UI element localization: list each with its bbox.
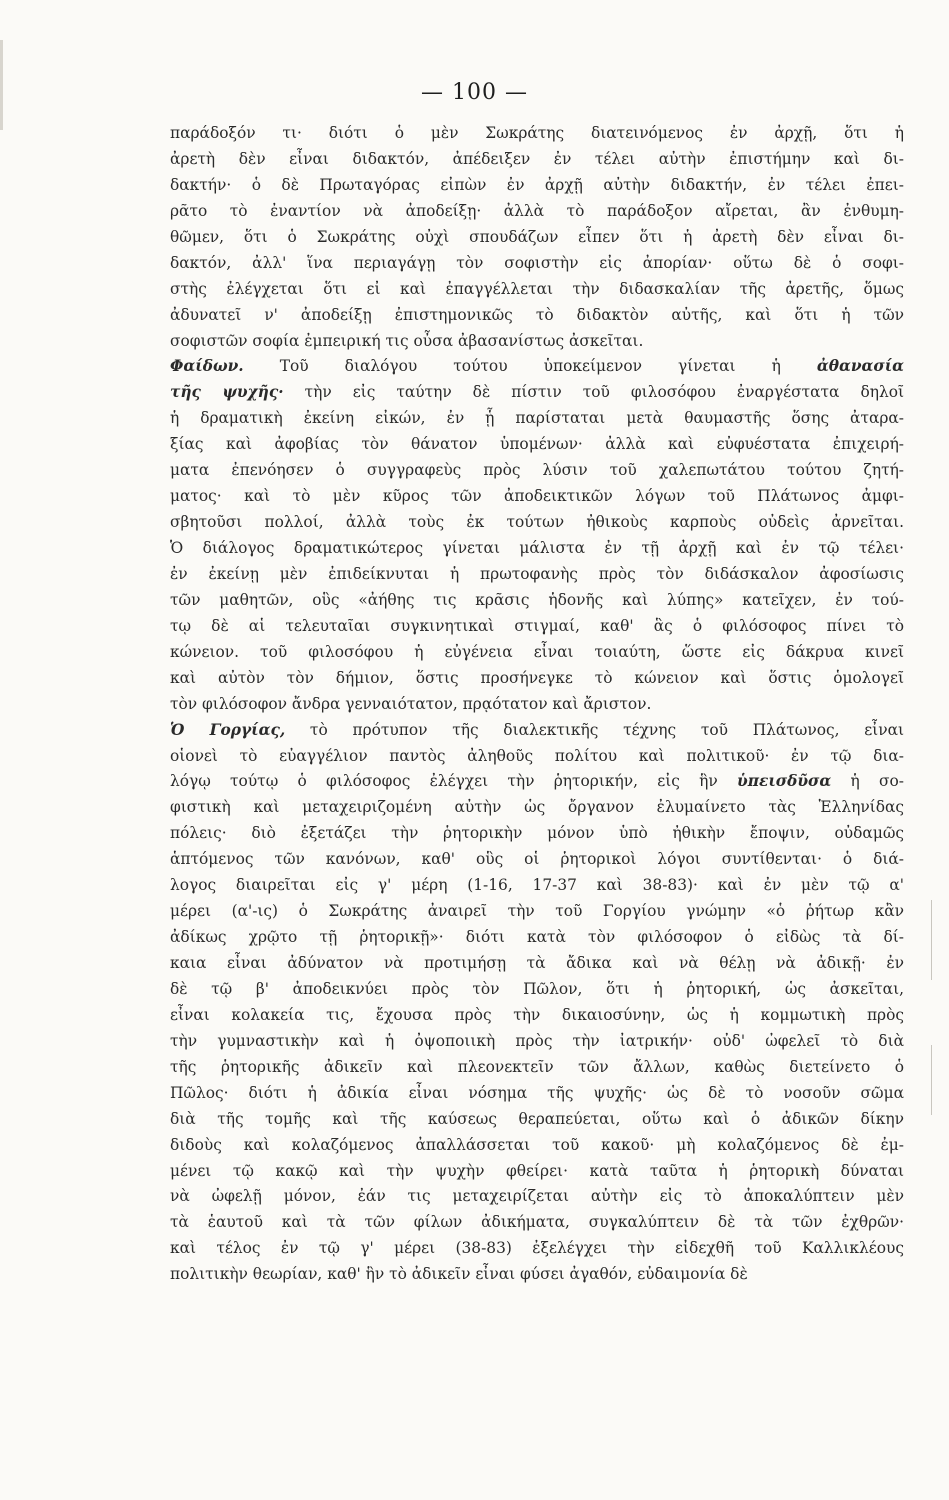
line-text: καὶ αὐτὸν τὸν δήμιον, ὅστις προσήνεγκε τὸ κώνειον καὶ ὅστις ὁμολογεῖ xyxy=(170,668,904,687)
emphasized-term: ἀθανασία xyxy=(816,357,904,376)
text-line xyxy=(170,432,904,458)
line-text: τὴν εἰς ταύτην δὲ πίστιν τοῦ φιλοσόφου ἐναργέστατα δηλοῖ xyxy=(283,383,904,402)
line-text: εἶναι κολακεία τις, ἔχουσα πρὸς τὴν δικαιοσύνην, ὡς ἡ κομμωτικὴ πρὸς xyxy=(170,1005,904,1024)
line-text: τῳ δὲ αἱ τελευταῖαι συγκινητικαὶ στιγμαί, καθ' ἃς ὁ φιλόσοφος πίνει τὸ xyxy=(170,616,904,635)
margin-mark xyxy=(931,1045,932,1115)
line-text: ἡ σο- xyxy=(831,772,904,791)
line-text: καια εἶναι ἀδύνατον νὰ προτιμήσῃ τὰ ἄδικα καὶ νὰ θέλῃ νὰ ἀδικῇ· ἐν xyxy=(170,954,904,972)
text-line xyxy=(170,873,904,899)
line-text: θῶμεν, ὅτι ὁ Σωκράτης οὐχὶ σπουδάζων εἶπεν ὅτι ἡ ἀρετὴ δὲν εἶναι δι- xyxy=(170,227,904,246)
line-text: ρᾶτο τὸ ἐναντίον νὰ ἀποδείξῃ· ἀλλὰ τὸ παράδοξον αἴρεται, ἂν ἐνθυμη- xyxy=(170,201,904,220)
text-line xyxy=(170,1262,904,1288)
line-text: ματα ἐπενόησεν ὁ συγγραφεὺς πρὸς λύσιν τοῦ χαλεπωτάτου τούτου ζητή- xyxy=(170,461,904,480)
line-text: τὸ πρότυπον τῆς διαλεκτικῆς τέχνης τοῦ Πλάτωνος, εἶναι xyxy=(285,720,904,739)
line-text: λογος διαιρεῖται εἰς γ' μέρη (1-16, 17-37 καὶ 38-83)· καὶ ἐν μὲν τῷ α' xyxy=(170,876,904,895)
page-number: — 100 — xyxy=(421,80,528,105)
emphasized-term: Φαίδων. xyxy=(170,357,244,376)
line-text: δακτήν· ὁ δὲ Πρωταγόρας εἰπὼν ἐν ἀρχῇ αὐτὴν διδακτήν, ἐν τέλει ἐπει- xyxy=(170,175,904,194)
line-text: καὶ τέλος ἐν τῷ γ' μέρει (38-83) ἐξελέγχει τὴν εἰδεχθῆ τοῦ Καλλικλέους xyxy=(170,1239,904,1258)
text-line xyxy=(170,795,904,821)
line-text: σοφιστῶν σοφία ἐμπειρική τις οὖσα ἀβασανίστως ἀσκεῖται. xyxy=(170,331,644,350)
emphasized-term: τῆς ψυχῆς· xyxy=(170,383,284,402)
text-line xyxy=(170,821,904,847)
line-text: ματος· καὶ τὸ μὲν κῦρος τῶν ἀποδεικτικῶν λόγων τοῦ Πλάτωνος ἀμφι- xyxy=(170,487,904,506)
text-line xyxy=(170,1003,904,1029)
text-line xyxy=(170,1029,904,1055)
text-line xyxy=(170,640,904,666)
line-text: ἡ δραματικὴ ἐκείνη εἰκών, ἐν ᾗ παρίσταται μετὰ θαυμαστῆς ὅσης ἀταρα- xyxy=(170,409,904,428)
line-text: φιστικὴ καὶ μεταχειριζομένη αὐτὴν ὡς ὄργανον ἐλυμαίνετο τὰς Ἑλληνίδας xyxy=(170,798,904,817)
text-line xyxy=(170,354,904,380)
text-line xyxy=(170,147,904,173)
line-text: τὰ ἑαυτοῦ καὶ τὰ τῶν φίλων ἀδικήματα, συγκαλύπτειν δὲ τὰ τῶν ἐχθρῶν· xyxy=(170,1213,904,1232)
line-text: ξίας καὶ ἀφοβίας τὸν θάνατον ὑπομένων· ἀλλὰ καὶ εὐφυέστατα ἐπιχειρή- xyxy=(170,435,904,454)
text-line xyxy=(170,484,904,510)
line-text: τῶν μαθητῶν, οὓς «ἀήθης τις κρᾶσις ἡδονῆς καὶ λύπης» κατεῖχεν, ἐν τού- xyxy=(170,590,904,609)
text-line xyxy=(170,899,904,925)
line-text: στὴς ἐλέγχεται ὅτι εἰ καὶ ἐπαγγέλλεται τὴν διδασκαλίαν τῆς ἀρετῆς, ὅμως xyxy=(170,279,904,298)
margin-mark xyxy=(931,900,932,980)
line-text: Πῶλος· διότι ἡ ἀδικία εἶναι νόσημα τῆς ψυχῆς· ὡς δὲ τὸ νοσοῦν σῶμα xyxy=(170,1083,904,1102)
line-text: λόγῳ τούτῳ ὁ φιλόσοφος ἐλέγχει τὴν ῥητορικήν, εἰς ἣν xyxy=(170,772,738,791)
text-line xyxy=(170,329,904,355)
line-text: τὸν φιλόσοφον ἄνδρα γενναιότατον, πρᾳότατον καὶ ἄριστον. xyxy=(170,694,652,713)
line-text: ἀδυνατεῖ ν' ἀποδείξῃ ἐπιστημονικῶς τὸ διδακτὸν αὐτῆς, καὶ ὅτι ἡ τῶν xyxy=(170,305,904,324)
emphasized-term: ὑπεισδῦσα xyxy=(737,772,832,791)
text-line xyxy=(170,1055,904,1081)
text-line xyxy=(170,277,904,303)
line-text: πόλεις· διὸ ἐξετάζει τὴν ῥητορικὴν μόνον ὑπὸ ἠθικὴν ἔποψιν, οὐδαμῶς xyxy=(170,824,904,843)
line-text: ἁπτόμενος τῶν κανόνων, καθ' οὓς οἱ ῥητορικοὶ λόγοι συντίθενται· ὁ διά- xyxy=(170,850,904,869)
line-text: Τοῦ διαλόγου τούτου ὑποκείμενον γίνεται ἡ xyxy=(243,357,817,376)
text-line xyxy=(170,510,904,536)
text-line xyxy=(170,666,904,692)
text-line xyxy=(170,1133,904,1159)
line-text: νὰ ὠφελῇ μόνον, ἐάν τις μεταχειρίζεται αὐτὴν εἰς τὸ ἀποκαλύπτειν μὲν xyxy=(170,1187,904,1206)
text-line xyxy=(170,562,904,588)
text-line xyxy=(170,614,904,640)
text-line xyxy=(170,1107,904,1133)
text-line xyxy=(170,251,904,277)
text-line xyxy=(170,847,904,873)
line-text: δὲ τῷ β' ἀποδεικνύει πρὸς τὸν Πῶλον, ὅτι ἡ ῥητορική, ὡς ἀσκεῖται, xyxy=(170,979,904,998)
line-text: μέρει (α'-ις) ὁ Σωκράτης ἀναιρεῖ τὴν τοῦ Γοργίου γνώμην «ὁ ῥήτωρ κἂν xyxy=(170,902,904,921)
line-text: κώνειον. τοῦ φιλοσόφου ἡ εὐγένεια εἶναι τοιαύτη, ὥστε εἰς δάκρυα κινεῖ xyxy=(170,642,904,661)
text-line xyxy=(170,303,904,329)
line-text: παράδοξόν τι· διότι ὁ μὲν Σωκράτης διατεινόμενος ἐν ἀρχῇ, ὅτι ἡ xyxy=(170,124,904,142)
text-line xyxy=(170,121,904,147)
line-text: οἱονεὶ τὸ εὐαγγέλιον παντὸς ἀληθοῦς πολίτου καὶ πολιτικοῦ· ἐν τῷ δια- xyxy=(170,746,904,765)
text-line xyxy=(170,225,904,251)
text-line xyxy=(170,925,904,951)
text-line xyxy=(170,977,904,1003)
line-text: τῆς ῥητορικῆς ἀδικεῖν καὶ πλεονεκτεῖν τῶν ἄλλων, καθὼς διετείνετο ὁ xyxy=(170,1057,904,1076)
line-text: ἐν ἐκείνῃ μὲν ἐπιδείκνυται ἡ πρωτοφανὴς πρὸς τὸν διδάσκαλον ἀφοσίωσις xyxy=(170,564,904,583)
line-text: τὴν γυμναστικὴν καὶ ἡ ὀψοποιικὴ πρὸς τὴν ἰατρικήν· οὐδ' ὠφελεῖ τὸ διὰ xyxy=(170,1031,904,1050)
text-line xyxy=(170,406,904,432)
text-line xyxy=(170,1081,904,1107)
text-line xyxy=(170,1159,904,1185)
line-text: ἀρετὴ δὲν εἶναι διδακτόν, ἀπέδειξεν ἐν τέλει αὐτὴν ἐπιστήμην καὶ δι- xyxy=(170,149,904,168)
text-line xyxy=(170,173,904,199)
line-text: μένει τῷ κακῷ καὶ τὴν ψυχὴν φθείρει· κατὰ ταῦτα ἡ ῥητορικὴ δύναται xyxy=(170,1161,904,1180)
text-line xyxy=(170,769,904,795)
line-text: διδοὺς καὶ κολαζόμενος ἀπαλλάσσεται τοῦ κακοῦ· μὴ κολαζόμενος δὲ ἐμ- xyxy=(170,1135,904,1154)
line-text: ἀδίκως χρῷτο τῇ ῥητορικῇ»· διότι κατὰ τὸν φιλόσοφον ὁ εἰδὼς τὰ δί- xyxy=(170,928,904,947)
text-line xyxy=(170,1236,904,1262)
text-line xyxy=(170,692,904,718)
emphasized-term: Ὁ Γοργίας, xyxy=(170,720,286,739)
body-text xyxy=(170,121,904,1288)
text-line xyxy=(170,1210,904,1236)
text-line xyxy=(170,744,904,770)
text-line xyxy=(170,458,904,484)
text-line xyxy=(170,951,904,977)
text-line xyxy=(170,1184,904,1210)
text-line xyxy=(170,536,904,562)
line-text: δακτόν, ἀλλ' ἵνα περιαγάγῃ τὸν σοφιστὴν εἰς ἀπορίαν· οὕτω δὲ ὁ σοφι- xyxy=(170,253,904,272)
line-text: Ὁ διάλογος δραματικώτερος γίνεται μάλιστα ἐν τῇ ἀρχῇ καὶ ἐν τῷ τέλει· xyxy=(170,539,904,557)
text-line xyxy=(170,199,904,225)
text-line xyxy=(170,380,904,406)
line-text: σβητοῦσι πολλοί, ἀλλὰ τοὺς ἐκ τούτων ἠθικοὺς καρποὺς οὐδεὶς ἀρνεῖται. xyxy=(170,513,904,532)
line-text: πολιτικὴν θεωρίαν, καθ' ἣν τὸ ἀδικεῖν εἶναι φύσει ἀγαθόν, εὐδαιμονία δὲ xyxy=(170,1265,748,1284)
text-line xyxy=(170,588,904,614)
text-line xyxy=(170,718,904,744)
line-text: διὰ τῆς τομῆς καὶ τῆς καύσεως θεραπεύεται, οὕτω καὶ ὁ ἀδικῶν δίκην xyxy=(170,1109,904,1128)
